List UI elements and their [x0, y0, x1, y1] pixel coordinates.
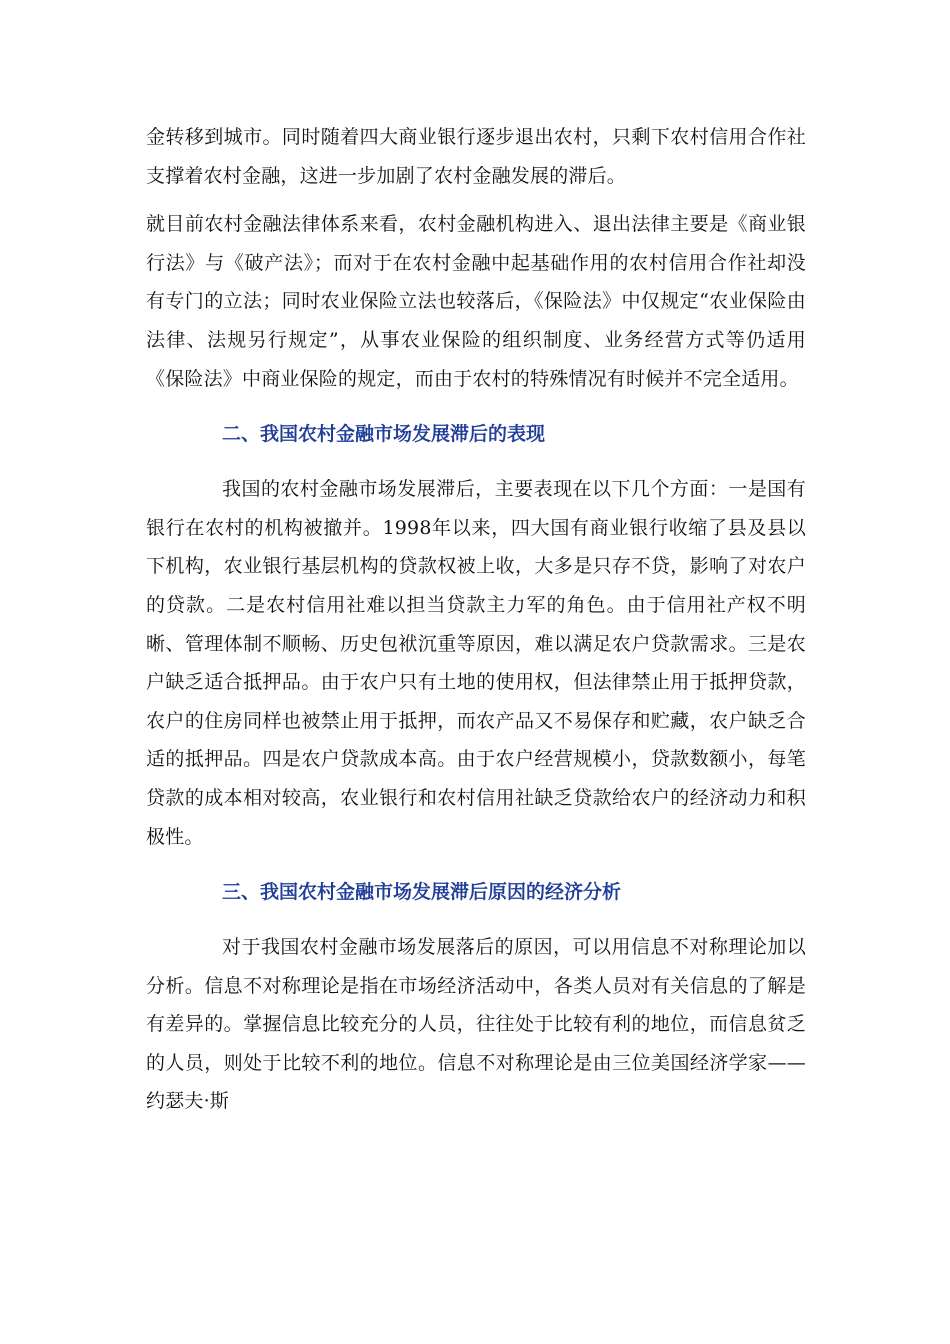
- section-heading-3: 三、我国农村金融市场发展滞后原因的经济分析: [222, 881, 622, 904]
- paragraph-legal-system: 就目前农村金融法律体系来看，农村金融机构进入、退出法律主要是《商业银行法》与《破产法》；而对于在农村金融中起基础作用的农村信用合作社却没有专门的立法；同时农业保险立法也较落后，《保险法》中仅规定“农业保险由法律、法规另行规定”，从事农业保险的组织制度、业务经营方式等仍适用《保险法》中商业保险的规定，而由于农村的特殊情况有时候并不完全适用。: [146, 213, 806, 390]
- section-heading-2: 二、我国农村金融市场发展滞后的表现: [222, 423, 546, 446]
- spacer: [146, 454, 806, 470]
- paragraph-information-asymmetry: 对于我国农村金融市场发展落后的原因，可以用信息不对称理论加以分析。信息不对称理论是指在市场经济活动中，各类人员对有关信息的了解是有差异的。掌握信息比较充分的人员，往往处于比较有利的地位，而信息贫乏的人员，则处于比较不利的地位。信息不对称理论是由三位美国经济学家——约瑟夫·斯: [146, 936, 806, 1113]
- paragraph-market-lag-manifestations: 我国的农村金融市场发展滞后，主要表现在以下几个方面：一是国有银行在农村的机构被撤并。1998年以来，四大国有商业银行收缩了县及县以下机构，农业银行基层机构的贷款权被上收，大多是只存不贷，影响了对农户的贷款。二是农村信用社难以担当贷款主力军的角色。由于信用社产权不明晰、管理体制不顺畅、历史包袱沉重等原因，难以满足农户贷款需求。三是农户缺乏适合抵押品。由于农户只有土地的使用权，但法律禁止用于抵押贷款，农户的住房同样也被禁止用于抵押，而农产品又不易保存和贮藏，农户缺乏合适的抵押品。四是农户贷款成本高。由于农户经营规模小，贷款数额小，每笔贷款的成本相对较高，农业银行和农村信用社缺乏贷款给农户的经济动力和积极性。: [146, 478, 806, 848]
- spacer: [146, 912, 806, 928]
- spacer: [146, 398, 806, 414]
- spacer: [146, 856, 806, 872]
- spacer: [146, 195, 806, 205]
- paragraph-rural-funds-transfer: 金转移到城市。同时随着四大商业银行逐步退出农村，只剩下农村信用合作社支撑着农村金融，这进一步加剧了农村金融发展的滞后。: [146, 126, 806, 187]
- document-page: [146, 118, 806, 1121]
